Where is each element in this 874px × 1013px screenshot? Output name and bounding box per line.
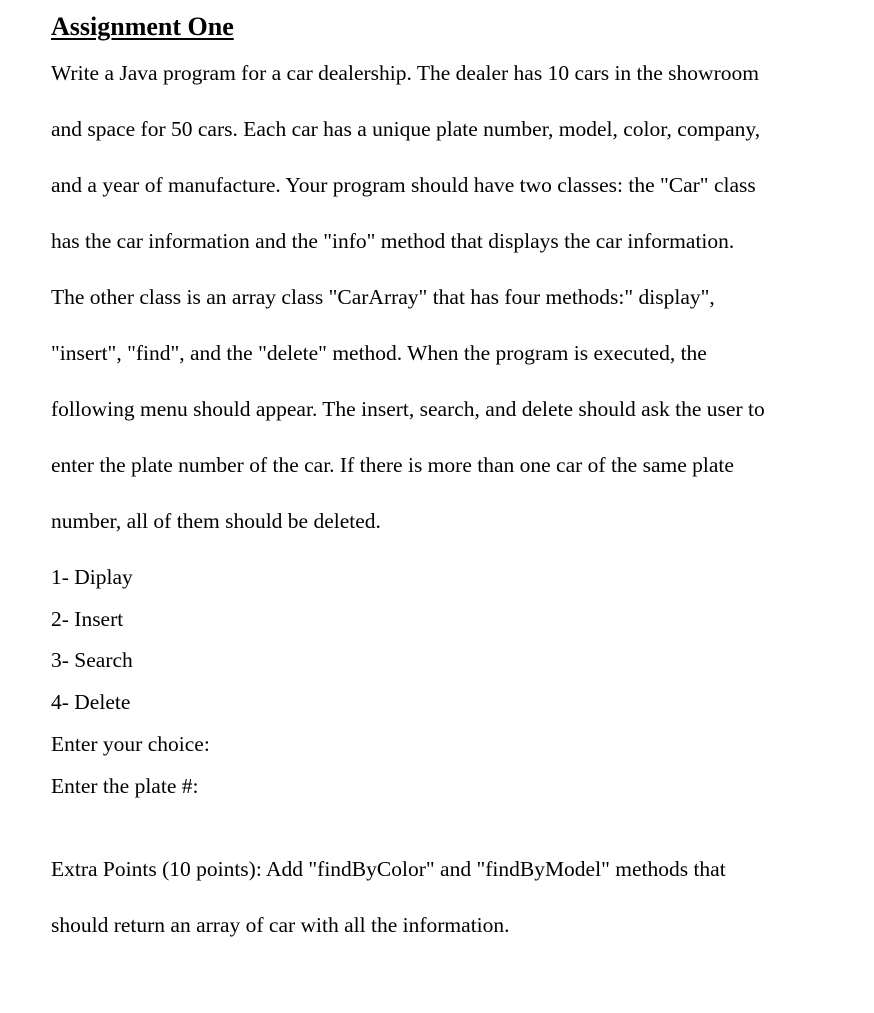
paragraph-line: enter the plate number of the car. If there is more than one car of the same plate: [51, 453, 734, 477]
paragraph-line: and a year of manufacture. Your program should have two classes: the "Car" class: [51, 173, 756, 197]
menu-item-search: 3- Search: [51, 648, 133, 672]
paragraph-line: number, all of them should be deleted.: [51, 509, 381, 533]
paragraph-line: Write a Java program for a car dealership. The dealer has 10 cars in the showroom: [51, 61, 759, 85]
prompt-choice: Enter your choice:: [51, 732, 210, 756]
page-title: Assignment One: [51, 12, 234, 41]
extra-points-line: should return an array of car with all the information.: [51, 913, 510, 937]
prompt-plate: Enter the plate #:: [51, 774, 199, 798]
menu-item-insert: 2- Insert: [51, 607, 124, 631]
extra-points-line: Extra Points (10 points): Add "findByColor" and "findByModel" methods that: [51, 857, 726, 881]
paragraph-line: and space for 50 cars. Each car has a unique plate number, model, color, company,: [51, 117, 761, 141]
paragraph-line: following menu should appear. The insert, search, and delete should ask the user to: [51, 397, 765, 421]
menu-item-display: 1- Diplay: [51, 565, 133, 589]
menu-item-delete: 4- Delete: [51, 690, 131, 714]
paragraph-line: "insert", "find", and the "delete" method. When the program is executed, the: [51, 341, 707, 365]
paragraph-line: has the car information and the "info" method that displays the car information.: [51, 229, 735, 253]
paragraph-line: The other class is an array class "CarArray" that has four methods:" display",: [51, 285, 715, 309]
